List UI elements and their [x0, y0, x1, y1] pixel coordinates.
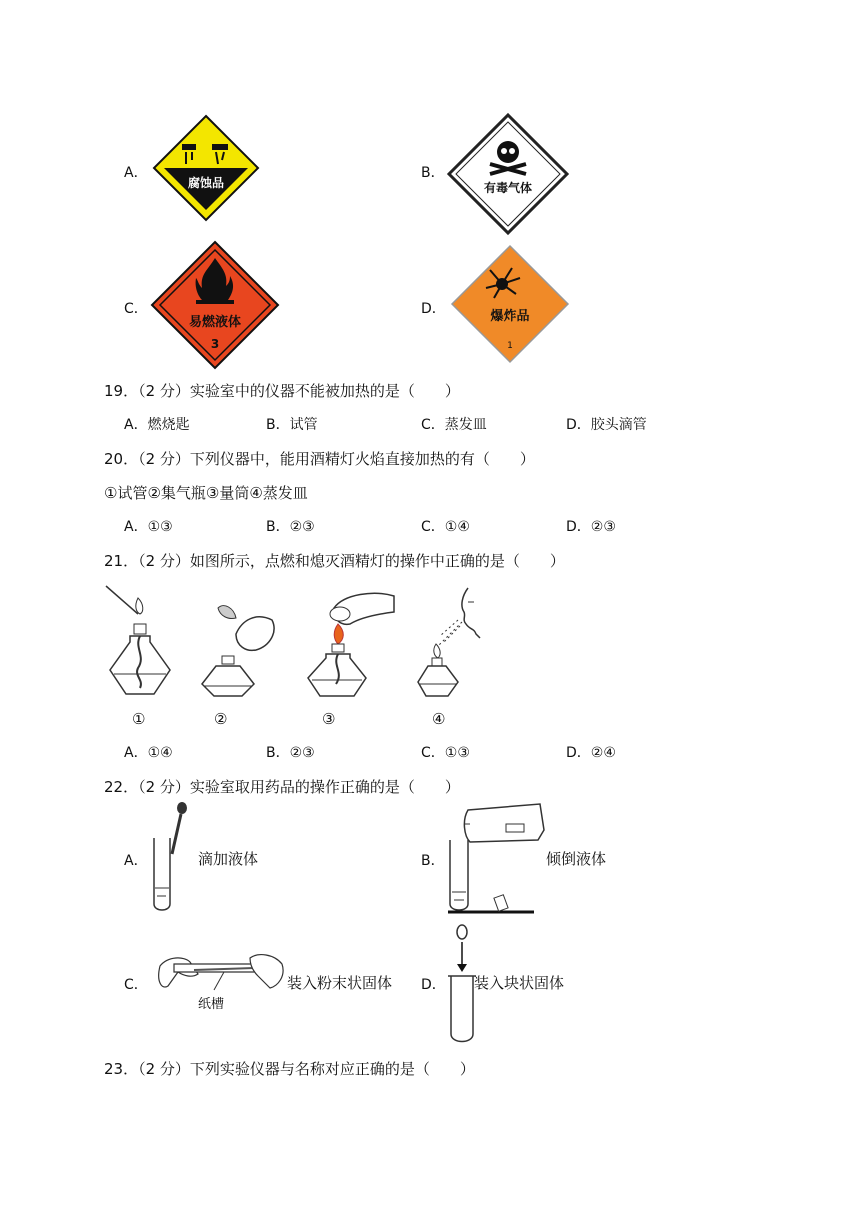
q22-option-a-label: 滴加液体: [198, 850, 259, 868]
q19-option-b: B．试管: [266, 417, 318, 433]
solid-block-into-test-tube-figure: [448, 922, 476, 1046]
q21-option-d: D．②④: [566, 745, 616, 761]
q19-option-c: C．蒸发皿: [421, 417, 487, 433]
q21-option-a: A．①④: [124, 745, 173, 761]
q21-option-c: C．①③: [421, 745, 470, 761]
q23-stem: 23．（2 分）下列实验仪器与名称对应正确的是（ ）: [104, 1060, 475, 1078]
q22-option-a-letter: A．: [124, 853, 148, 869]
explosive-sign-icon: [450, 244, 570, 364]
q22-option-c-letter: C．: [124, 977, 148, 993]
q21-stem: 21．（2 分）如图所示，点燃和熄灭酒精灯的操作中正确的是（ ）: [104, 552, 565, 570]
explosive-sign-number: 1: [507, 341, 513, 351]
q19-option-a: A．燃烧匙: [124, 417, 190, 433]
q22-option-b-label: 倾倒液体: [546, 850, 607, 868]
corrosive-sign-text: 腐蚀品: [187, 176, 225, 190]
alcohol-lamp-figure-3: [304, 586, 396, 700]
toxic-gas-sign-icon: [446, 112, 570, 236]
flammable-liquid-sign-number: 3: [210, 337, 220, 351]
flammable-liquid-sign-text: 易燃液体: [188, 315, 242, 330]
q18-option-c-letter: C．: [124, 301, 148, 317]
q21-figure-label-1: ①: [132, 710, 146, 728]
q21-figure-label-2: ②: [214, 710, 228, 728]
q22-stem: 22．（2 分）实验室取用药品的操作正确的是（ ）: [104, 778, 460, 796]
explosive-sign-text: 爆炸品: [490, 309, 530, 324]
q18-option-b-letter: B．: [421, 165, 445, 181]
flammable-liquid-sign-icon: [150, 240, 280, 370]
pouring-liquid-figure: [446, 800, 546, 916]
alcohol-lamp-figure-4: [418, 586, 488, 700]
dropper-adding-liquid-figure: [152, 802, 192, 914]
q22-option-c-label: 装入粉末状固体: [287, 974, 393, 992]
alcohol-lamp-figure-1: [104, 584, 176, 700]
paper-trough-label: 纸槽: [198, 997, 225, 1012]
q20-option-d: D．②③: [566, 519, 616, 535]
q22-option-d-letter: D．: [421, 977, 446, 993]
toxic-gas-sign-text: 有毒气体: [483, 181, 533, 195]
q20-option-c: C．①④: [421, 519, 470, 535]
q19-stem: 19．（2 分）实验室中的仪器不能被加热的是（ ）: [104, 382, 460, 400]
q20-stem: 20．（2 分）下列仪器中，能用酒精灯火焰直接加热的有（ ）: [104, 450, 535, 468]
alcohol-lamp-figure-2: [196, 590, 280, 700]
q22-option-b-letter: B．: [421, 853, 445, 869]
q21-figure-label-3: ③: [322, 710, 336, 728]
q18-option-a-letter: A．: [124, 165, 148, 181]
q19-option-d: D．胶头滴管: [566, 417, 647, 433]
powder-into-test-tube-figure: [154, 946, 286, 1014]
q18-option-d-letter: D．: [421, 301, 446, 317]
q21-option-b: B．②③: [266, 745, 315, 761]
q21-figure-label-4: ④: [432, 710, 446, 728]
q20-option-a: A．①③: [124, 519, 173, 535]
q20-option-b: B．②③: [266, 519, 315, 535]
q22-option-d-label: 装入块状固体: [474, 974, 565, 992]
q20-list: ①试管②集气瓶③量筒④蒸发皿: [104, 484, 308, 502]
corrosive-sign-icon: [152, 114, 260, 222]
